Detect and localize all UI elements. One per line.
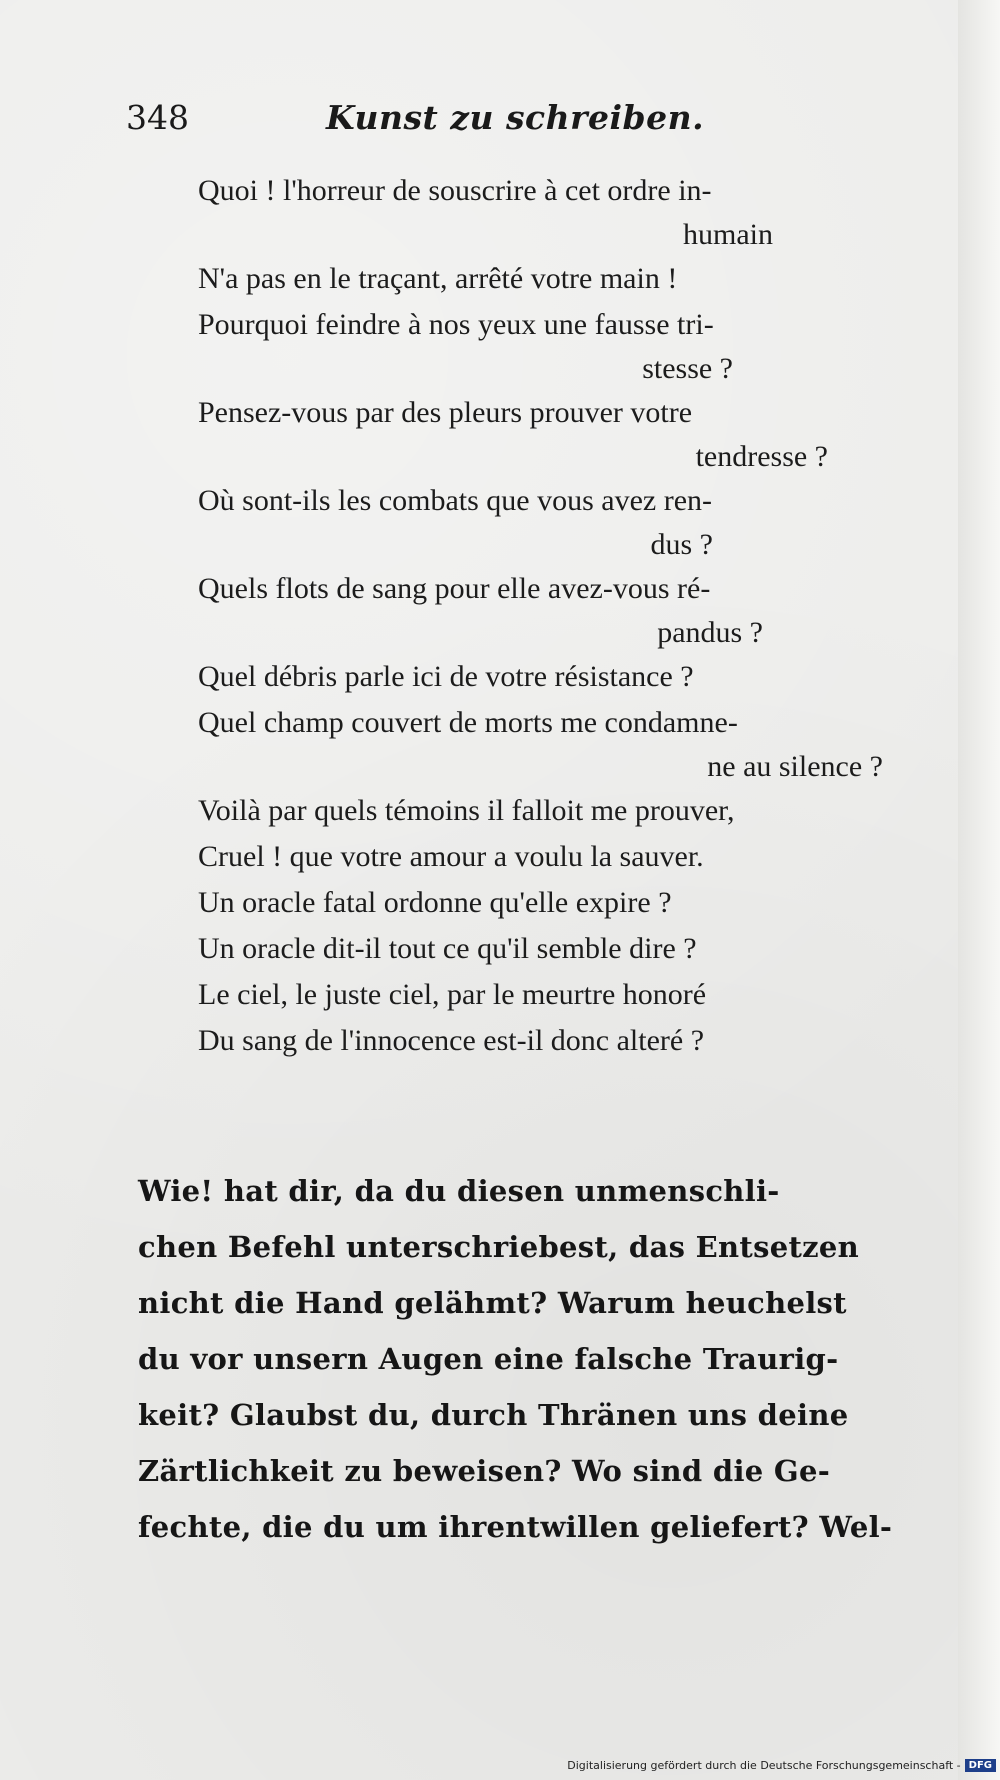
prose-line: fechte, die du um ihrentwillen geliefert? Wel- (138, 1510, 893, 1544)
verse-line: Voilà par quels témoins il falloit me prouver, (198, 794, 735, 827)
page-gutter (958, 0, 1000, 1780)
dfg-logo: DFG (965, 1759, 996, 1772)
prose-line: du vor unsern Augen eine falsche Traurig- (138, 1342, 839, 1376)
verse-line: Pensez-vous par des pleurs prouver votre (198, 396, 693, 429)
verse-line: Où sont-ils les combats que vous avez ren- (198, 484, 713, 517)
digitization-footer (567, 1756, 996, 1774)
verse-line-continuation: stesse ? (642, 352, 733, 385)
prose-line: chen Befehl unterschriebest, das Entsetzen (138, 1230, 860, 1264)
page-number: 348 (126, 98, 189, 137)
verse-line: Quel débris parle ici de votre résistance ? (198, 660, 694, 693)
verse-line: Du sang de l'innocence est-il donc alteré ? (198, 1024, 705, 1057)
footer-text: Digitalisierung gefördert durch die Deutsche Forschungsgemeinschaft - (567, 1758, 961, 1772)
verse-line: Pourquoi feindre à nos yeux une fausse tri- (198, 308, 714, 341)
verse-line: Le ciel, le juste ciel, par le meurtre honoré (198, 978, 707, 1011)
verse-line: Quoi ! l'horreur de souscrire à cet ordre in- (198, 174, 712, 207)
verse-line-continuation: ne au silence ? (707, 750, 883, 783)
verse-line: Quels flots de sang pour elle avez-vous ré- (198, 572, 711, 605)
prose-line: keit? Glaubst du, durch Thränen uns deine (138, 1398, 849, 1432)
verse-line: N'a pas en le traçant, arrêté votre main ! (198, 262, 678, 295)
verse-line: Quel champ couvert de morts me condamne- (198, 706, 738, 739)
prose-line: Zärtlichkeit zu beweisen? Wo sind die Ge- (138, 1454, 831, 1488)
verse-line: Un oracle fatal ordonne qu'elle expire ? (198, 886, 672, 919)
prose-line: Wie! hat dir, da du diesen unmenschli- (138, 1174, 780, 1208)
running-title: Kunst zu schreiben. (326, 98, 705, 137)
page-header (126, 98, 766, 148)
verse-line-continuation: pandus ? (657, 616, 763, 649)
verse-line: Un oracle dit-il tout ce qu'il semble dire ? (198, 932, 697, 965)
german-prose (138, 1163, 893, 1555)
verse-line-continuation: humain (683, 218, 773, 251)
french-verse (198, 168, 883, 1064)
prose-line: nicht die Hand gelähmt? Warum heuchelst (138, 1286, 847, 1320)
verse-line-continuation: tendresse ? (695, 440, 828, 473)
verse-line-continuation: dus ? (650, 528, 713, 561)
verse-line: Cruel ! que votre amour a voulu la sauver. (198, 840, 704, 873)
